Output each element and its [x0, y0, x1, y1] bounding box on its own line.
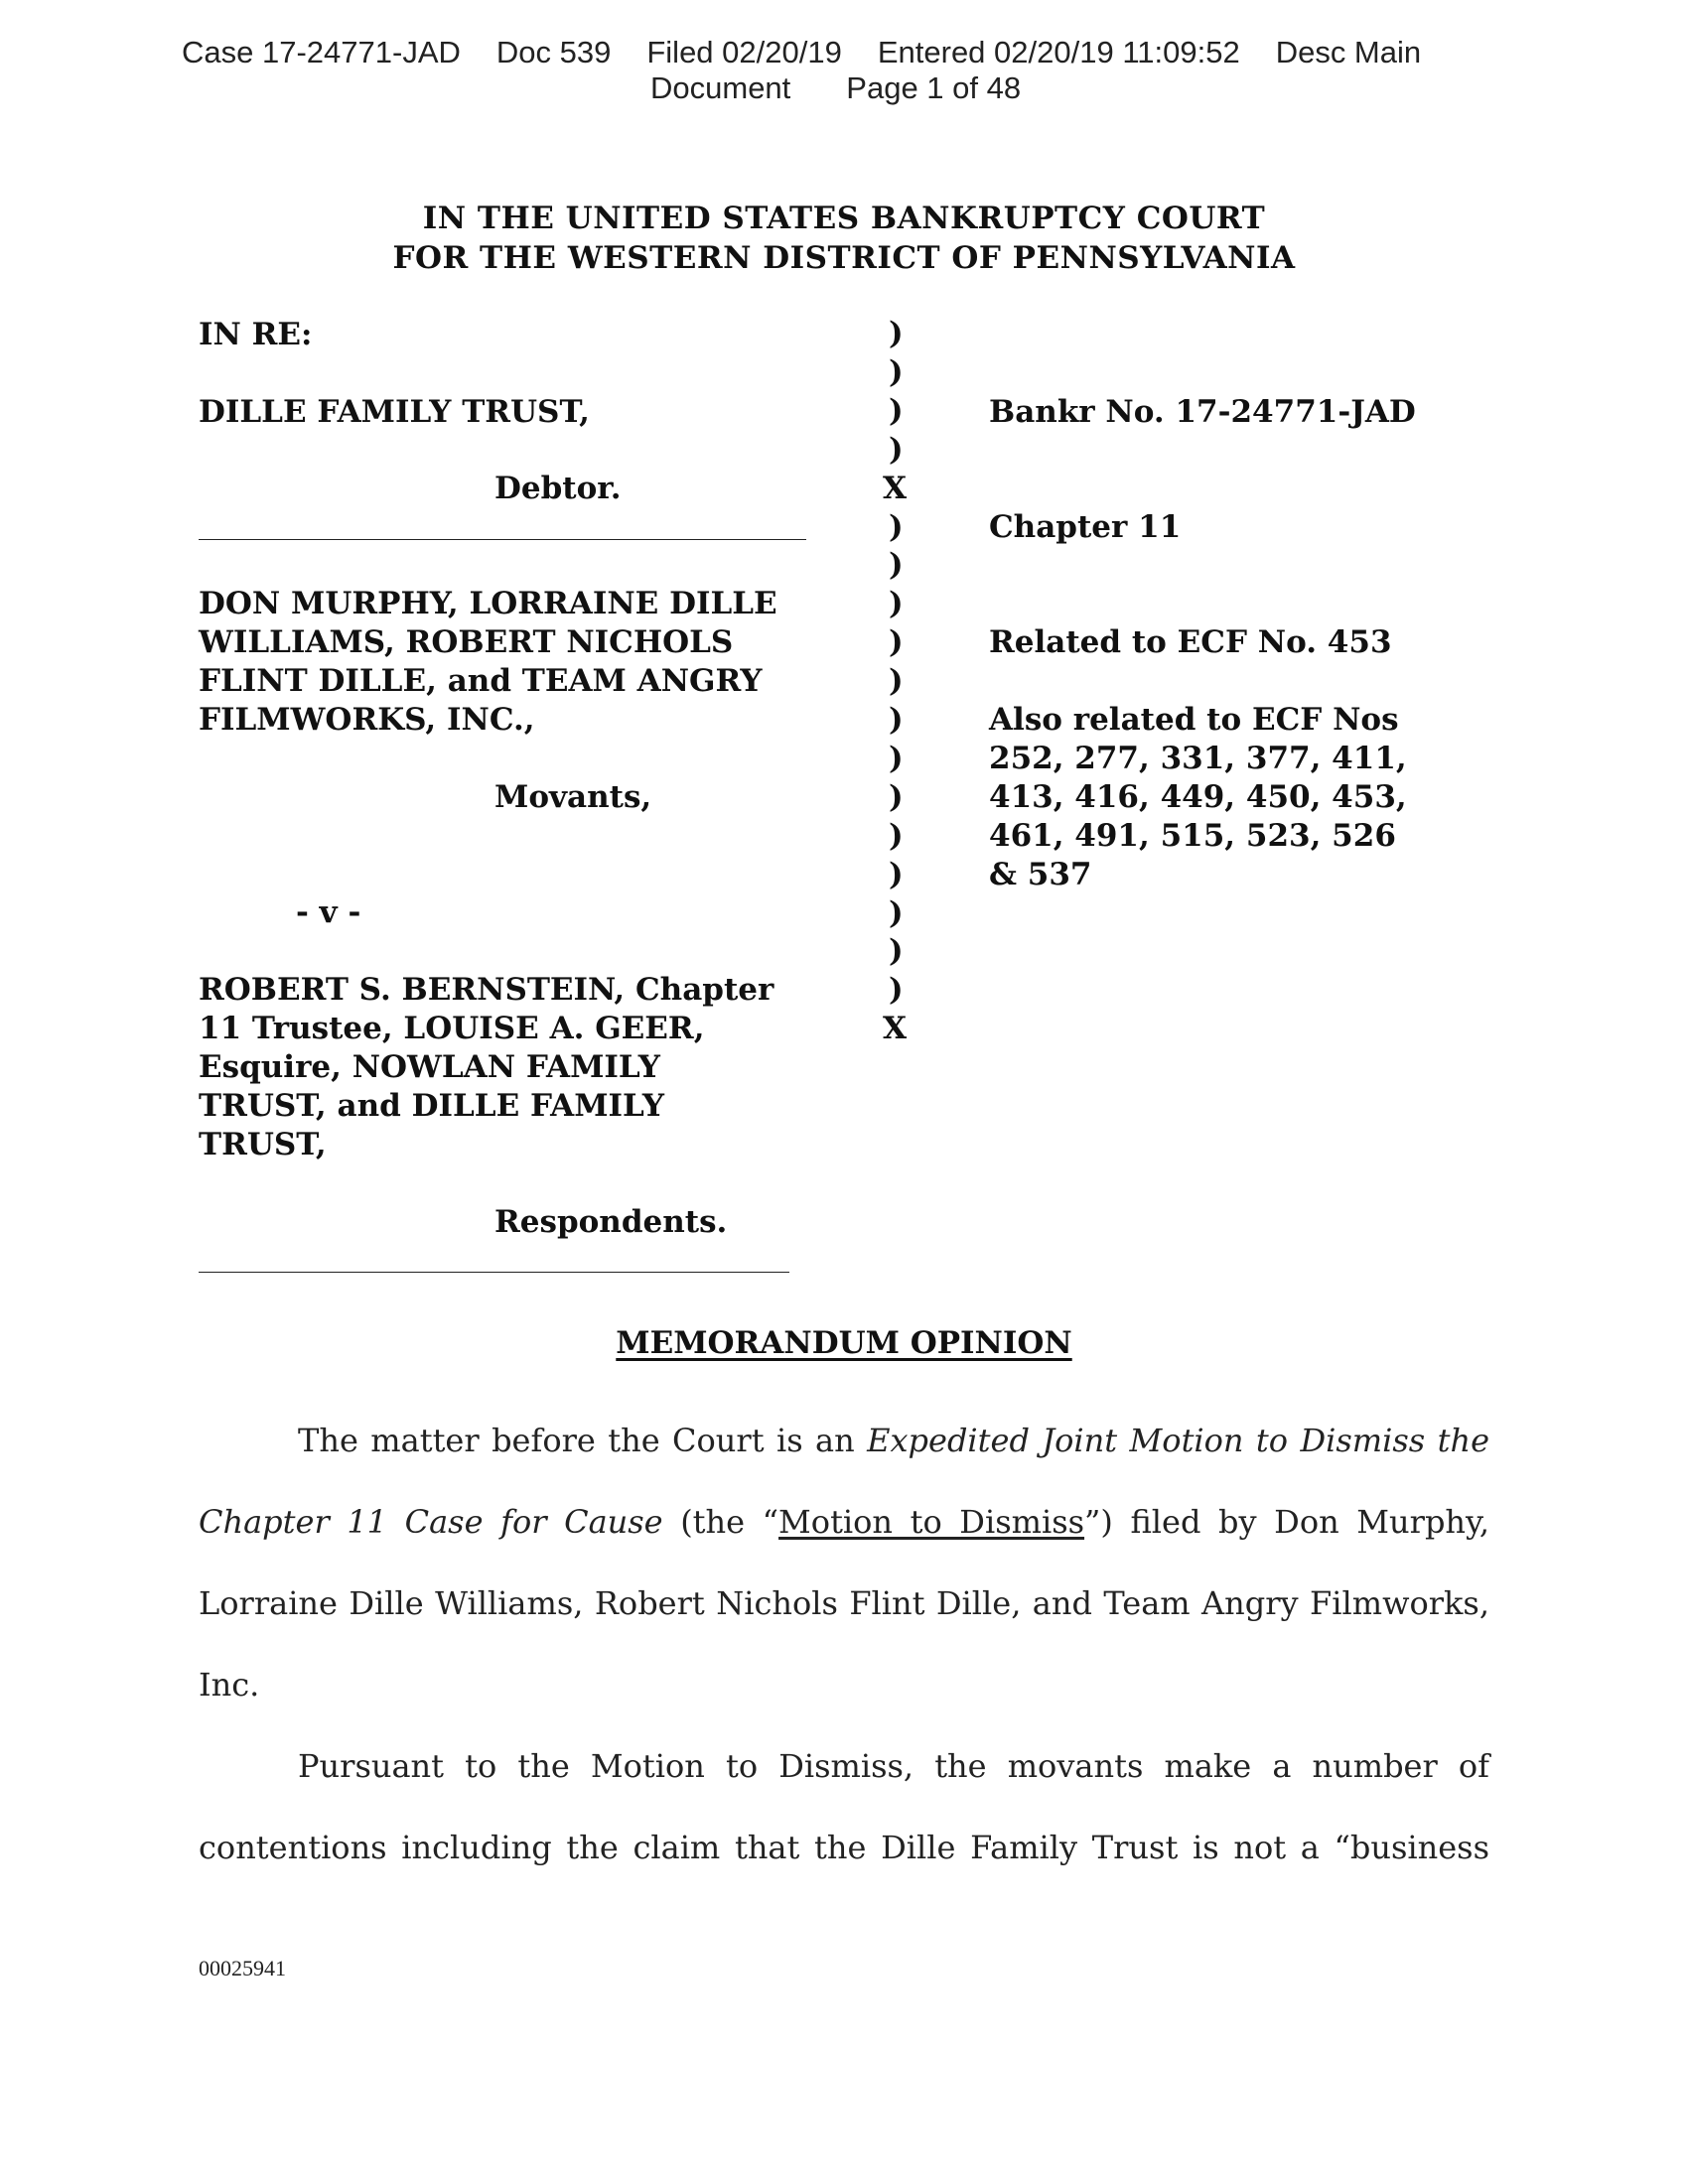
also-related-line: 461, 491, 515, 523, 526 [989, 818, 1396, 854]
also-related-line: 252, 277, 331, 377, 411, [989, 741, 1407, 776]
filing-header-line [182, 36, 1421, 69]
also-related-line: Also related to ECF Nos [989, 702, 1399, 738]
caption-paren: ) [889, 740, 904, 776]
page-indicator: Page 1 of 48 [846, 70, 1022, 105]
caption-paren: ) [889, 508, 904, 545]
court-heading [0, 199, 1688, 278]
motion-title-italic: Chapter 11 Case for Cause [199, 1503, 663, 1541]
case-number: Case 17-24771-JAD [182, 35, 461, 69]
movants-line: FLINT DILLE, and TEAM ANGRY [199, 663, 763, 699]
caption-paren: ) [889, 663, 904, 700]
paragraph-line [199, 1400, 1489, 1481]
respondents-line: ROBERT S. BERNSTEIN, Chapter [199, 972, 774, 1008]
doc-number: Doc 539 [495, 35, 612, 69]
caption-divider [199, 1272, 789, 1273]
respondents-role: Respondents. [494, 1204, 728, 1240]
caption-paren: ) [889, 817, 904, 854]
defined-term: Motion to Dismiss [778, 1503, 1085, 1541]
caption-paren: ) [889, 778, 904, 815]
caption-paren: ) [889, 353, 904, 390]
caption-paren: ) [889, 856, 904, 892]
respondents-line: 11 Trustee, LOUISE A. GEER, [199, 1011, 705, 1046]
caption-cross-mark: X [883, 1011, 908, 1047]
caption-paren: ) [889, 624, 904, 661]
caption-paren: ) [889, 547, 904, 584]
text-run: ”) filed by Don Murphy, [1084, 1503, 1490, 1541]
caption-paren: ) [889, 316, 904, 351]
text-run: (the “ [662, 1503, 779, 1541]
chapter-label: Chapter 11 [989, 509, 1182, 545]
filing-header-line-2 [650, 71, 1021, 105]
respondents-line: TRUST, and DILLE FAMILY [199, 1088, 664, 1124]
movants-line: DON MURPHY, LORRAINE DILLE [199, 586, 777, 621]
bankruptcy-number: Bankr No. 17-24771-JAD [989, 394, 1416, 430]
related-ecf: Related to ECF No. 453 [989, 624, 1392, 660]
caption-paren: ) [889, 431, 904, 468]
description: Desc Main [1275, 35, 1422, 69]
versus-label: - v - [296, 894, 361, 930]
caption-cross-mark: X [883, 470, 908, 506]
document-id: 00025941 [199, 1956, 286, 1980]
movants-line: FILMWORKS, INC., [199, 702, 535, 738]
movants-line: WILLIAMS, ROBERT NICHOLS [199, 624, 734, 660]
filed-date: Filed 02/20/19 [646, 35, 842, 69]
caption-paren: ) [889, 933, 904, 970]
debtor-role: Debtor. [494, 471, 622, 506]
also-related-line: & 537 [989, 857, 1092, 892]
court-name: IN THE UNITED STATES BANKRUPTCY COURT [422, 201, 1266, 236]
movants-role: Movants, [494, 779, 652, 815]
in-re-label: IN RE: [199, 317, 313, 352]
paragraph-line: contentions including the claim that the Dille Family Trust is not a “business [199, 1829, 1489, 1866]
also-related-line: 413, 416, 449, 450, 453, [989, 779, 1407, 815]
text-run: The matter before the Court is an [298, 1422, 868, 1459]
caption-divider [199, 539, 806, 540]
caption-paren: ) [889, 972, 904, 1009]
paragraph-line: Inc. [199, 1666, 260, 1704]
court-district: FOR THE WESTERN DISTRICT OF PENNSYLVANIA [392, 240, 1296, 276]
entered-date: Entered 02/20/19 11:09:52 [877, 35, 1240, 69]
respondents-line: Esquire, NOWLAN FAMILY [199, 1049, 660, 1085]
motion-title-italic: Expedited Joint Motion to Dismiss the [867, 1422, 1490, 1459]
document-label: Document [650, 70, 791, 105]
caption-paren: ) [889, 894, 904, 931]
debtor-name: DILLE FAMILY TRUST, [199, 394, 590, 430]
caption-paren: ) [889, 702, 904, 738]
paragraph-line: Pursuant to the Motion to Dismiss, the movants make a number of [298, 1747, 1489, 1785]
paragraph-line [199, 1481, 1489, 1563]
respondents-line: TRUST, [199, 1127, 327, 1162]
paragraph-line: Lorraine Dille Williams, Robert Nichols Flint Dille, and Team Angry Filmworks, [199, 1584, 1489, 1622]
memorandum-title-text: MEMORANDUM OPINION [616, 1325, 1072, 1361]
caption-paren: ) [889, 392, 904, 429]
memorandum-title [0, 1325, 1688, 1361]
caption-paren: ) [889, 586, 904, 622]
